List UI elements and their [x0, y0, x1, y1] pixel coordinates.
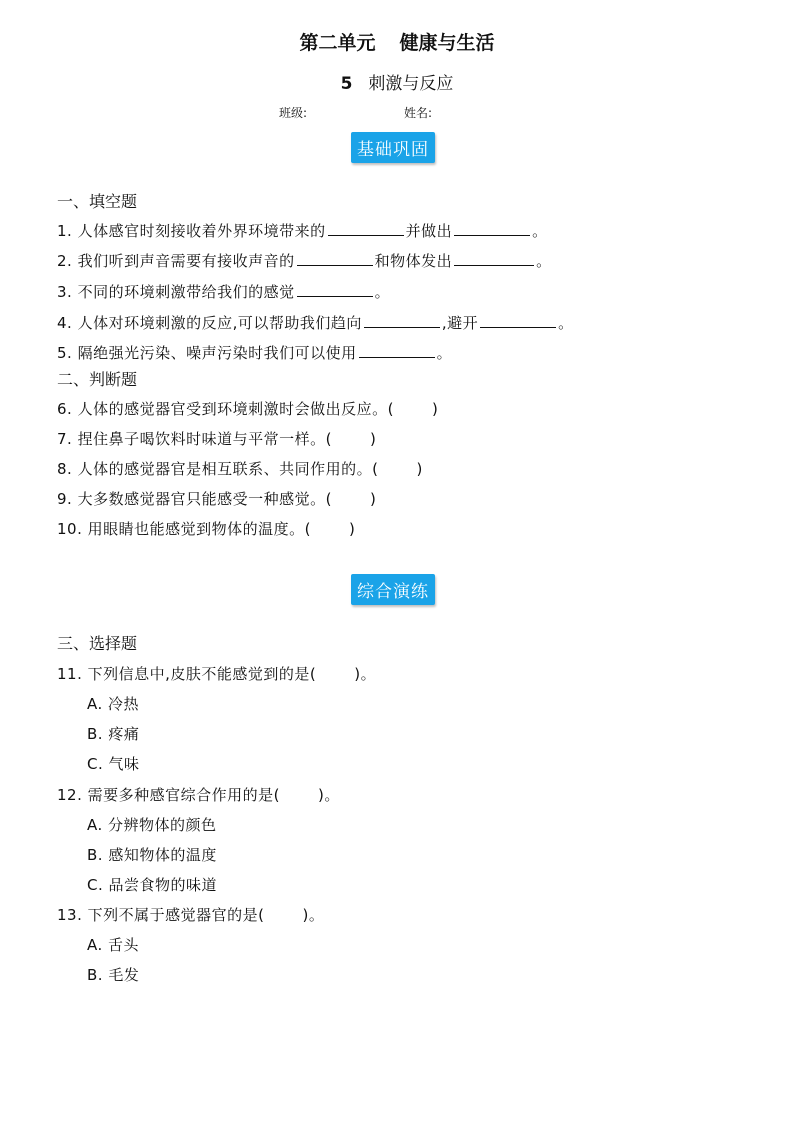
answer-blank[interactable]: [297, 282, 373, 297]
question-text: 7. 捏住鼻子喝饮料时味道与平常一样。(: [57, 430, 332, 448]
question-text: ): [369, 490, 377, 508]
option-11-b[interactable]: B. 疼痛: [87, 725, 140, 743]
option-12-b[interactable]: B. 感知物体的温度: [87, 846, 217, 864]
question-text: ): [369, 430, 377, 448]
question-8: [57, 458, 423, 479]
question-12: [57, 784, 340, 805]
question-text: 10. 用眼睛也能感觉到物体的温度。(: [57, 520, 311, 538]
answer-blank[interactable]: [364, 313, 440, 328]
question-text: 12. 需要多种感官综合作用的是(: [57, 786, 280, 804]
answer-blank[interactable]: [454, 251, 534, 266]
class-label: 班级:: [279, 106, 308, 120]
question-text: 4. 人体对环境刺激的反应,可以帮助我们趋向: [57, 314, 362, 332]
question-text: 。: [558, 314, 574, 332]
question-text: ,避开: [441, 314, 479, 332]
unit-label: 第二单元: [299, 32, 376, 54]
question-text: 1. 人体感官时刻接收着外界环境带来的: [57, 222, 326, 240]
option-11-a[interactable]: A. 冷热: [87, 695, 140, 713]
question-4: [57, 312, 574, 333]
section-heading-true-false: 二、判断题: [57, 370, 138, 389]
question-13: [57, 904, 324, 925]
answer-blank[interactable]: [297, 251, 373, 266]
answer-blank[interactable]: [454, 221, 530, 236]
question-text: 。: [536, 252, 552, 270]
question-6: [57, 398, 438, 419]
lesson-title: [0, 69, 794, 94]
unit-title: [0, 28, 794, 55]
question-2: [57, 250, 552, 271]
question-11: [57, 663, 376, 684]
question-text: )。: [354, 665, 377, 683]
question-5: [57, 342, 452, 363]
question-10: [57, 518, 355, 539]
lesson-number: 5: [340, 74, 353, 94]
question-text: ): [431, 400, 439, 418]
question-text: 8. 人体的感觉器官是相互联系、共同作用的。(: [57, 460, 379, 478]
question-text: 11. 下列信息中,皮肤不能感觉到的是(: [57, 665, 317, 683]
option-13-b[interactable]: B. 毛发: [87, 966, 140, 984]
question-text: 9. 大多数感觉器官只能感受一种感觉。(: [57, 490, 332, 508]
question-text: 。: [436, 344, 453, 362]
section-heading-fill-blank: 一、填空题: [57, 192, 138, 211]
question-text: 。: [374, 283, 391, 301]
answer-blank[interactable]: [328, 221, 404, 236]
name-label: 姓名:: [404, 106, 433, 120]
question-text: 2. 我们听到声音需要有接收声音的: [57, 252, 295, 270]
question-text: 和物体发出: [374, 252, 453, 270]
comprehensive-section-badge: 综合演练: [351, 574, 435, 605]
option-11-c[interactable]: C. 气味: [87, 755, 140, 773]
question-9: [57, 488, 376, 509]
question-text: 并做出: [405, 222, 453, 240]
section-heading-multiple-choice: 三、选择题: [57, 634, 138, 653]
question-text: 5. 隔绝强光污染、噪声污染时我们可以使用: [57, 344, 357, 362]
question-text: )。: [302, 906, 325, 924]
question-text: ): [348, 520, 356, 538]
lesson-name: 刺激与反应: [368, 74, 454, 94]
question-text: 6. 人体的感觉器官受到环境刺激时会做出反应。(: [57, 400, 394, 418]
question-text: 。: [532, 222, 548, 240]
answer-blank[interactable]: [359, 343, 435, 358]
question-text: 3. 不同的环境刺激带给我们的感觉: [57, 283, 295, 301]
question-text: ): [416, 460, 423, 478]
answer-blank[interactable]: [480, 313, 556, 328]
option-12-a[interactable]: A. 分辨物体的颜色: [87, 816, 217, 834]
question-text: )。: [317, 786, 340, 804]
question-7: [57, 428, 376, 449]
question-3: [57, 281, 390, 302]
basic-section-badge: 基础巩固: [351, 132, 435, 163]
option-12-c[interactable]: C. 品尝食物的味道: [87, 876, 218, 894]
question-text: 13. 下列不属于感觉器官的是(: [57, 906, 265, 924]
unit-name: 健康与生活: [399, 32, 495, 54]
question-1: [57, 220, 548, 241]
option-13-a[interactable]: A. 舌头: [87, 936, 140, 954]
